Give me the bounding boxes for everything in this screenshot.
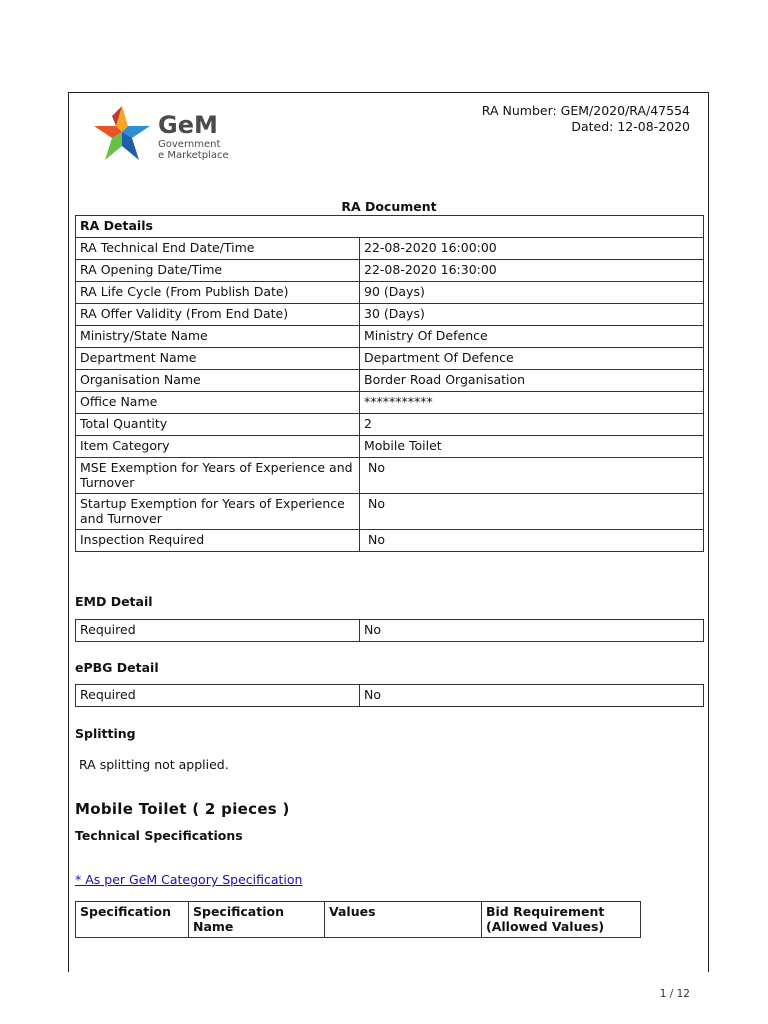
emd-table [75, 619, 704, 642]
row-value: 90 (Days) [360, 282, 704, 304]
ra-details-heading: RA Details [76, 216, 704, 238]
col-spec-name: Specification Name [189, 902, 325, 938]
table-row [76, 458, 704, 494]
logo-subtitle-1: Government [158, 139, 221, 150]
table-row [76, 238, 704, 260]
row-label: RA Opening Date/Time [76, 260, 360, 282]
splitting-heading: Splitting [75, 726, 136, 741]
table-row [76, 436, 704, 458]
table-row [76, 326, 704, 348]
spec-header-row [76, 902, 641, 938]
row-value: Border Road Organisation [360, 370, 704, 392]
row-label: Total Quantity [76, 414, 360, 436]
row-label: Office Name [76, 392, 360, 414]
table-row [76, 392, 704, 414]
row-value: Department Of Defence [360, 348, 704, 370]
table-row [76, 282, 704, 304]
ra-dated: Dated: 12-08-2020 [571, 119, 690, 134]
row-value: No [360, 458, 704, 494]
row-value: Ministry Of Defence [360, 326, 704, 348]
row-value: 30 (Days) [360, 304, 704, 326]
table-row [76, 304, 704, 326]
row-value: No [360, 530, 704, 552]
row-label: RA Life Cycle (From Publish Date) [76, 282, 360, 304]
table-row [76, 620, 704, 642]
col-values: Values [325, 902, 482, 938]
tech-spec-heading: Technical Specifications [75, 828, 243, 843]
table-row [76, 348, 704, 370]
gem-star-icon [92, 104, 242, 168]
epbg-value: No [360, 685, 704, 707]
row-value: 22-08-2020 16:00:00 [360, 238, 704, 260]
row-value: 22-08-2020 16:30:00 [360, 260, 704, 282]
spec-table [75, 901, 641, 938]
row-label: Organisation Name [76, 370, 360, 392]
row-label: Ministry/State Name [76, 326, 360, 348]
splitting-text: RA splitting not applied. [79, 757, 229, 772]
row-label: MSE Exemption for Years of Experience and Turnover [76, 458, 360, 494]
col-specification: Specification [76, 902, 189, 938]
table-row [76, 260, 704, 282]
row-value: No [360, 494, 704, 530]
row-value: *********** [360, 392, 704, 414]
row-label: Department Name [76, 348, 360, 370]
table-row [76, 494, 704, 530]
col-bid-requirement: Bid Requirement (Allowed Values) [482, 902, 641, 938]
table-row [76, 370, 704, 392]
document-title: RA Document [341, 199, 437, 214]
ra-number: RA Number: GEM/2020/RA/47554 [481, 103, 690, 118]
epbg-label: Required [76, 685, 360, 707]
ra-details-table [75, 215, 704, 552]
gem-category-spec-link[interactable]: * As per GeM Category Specification [75, 872, 303, 887]
table-row [76, 685, 704, 707]
row-label: RA Technical End Date/Time [76, 238, 360, 260]
emd-value: No [360, 620, 704, 642]
ra-header [482, 103, 690, 135]
row-label: Item Category [76, 436, 360, 458]
page-number: 1 / 12 [659, 988, 690, 1000]
row-label: Inspection Required [76, 530, 360, 552]
emd-label: Required [76, 620, 360, 642]
row-value: Mobile Toilet [360, 436, 704, 458]
row-value: 2 [360, 414, 704, 436]
logo-title: GeM [158, 111, 218, 139]
epbg-table [75, 684, 704, 707]
logo-subtitle-2: e Marketplace [158, 150, 229, 161]
table-row [76, 414, 704, 436]
gem-logo [92, 104, 242, 168]
row-label: RA Offer Validity (From End Date) [76, 304, 360, 326]
emd-heading: EMD Detail [75, 594, 153, 609]
table-row [76, 530, 704, 552]
row-label: Startup Exemption for Years of Experience and Turnover [76, 494, 360, 530]
epbg-heading: ePBG Detail [75, 660, 159, 675]
product-title: Mobile Toilet ( 2 pieces ) [75, 800, 290, 818]
